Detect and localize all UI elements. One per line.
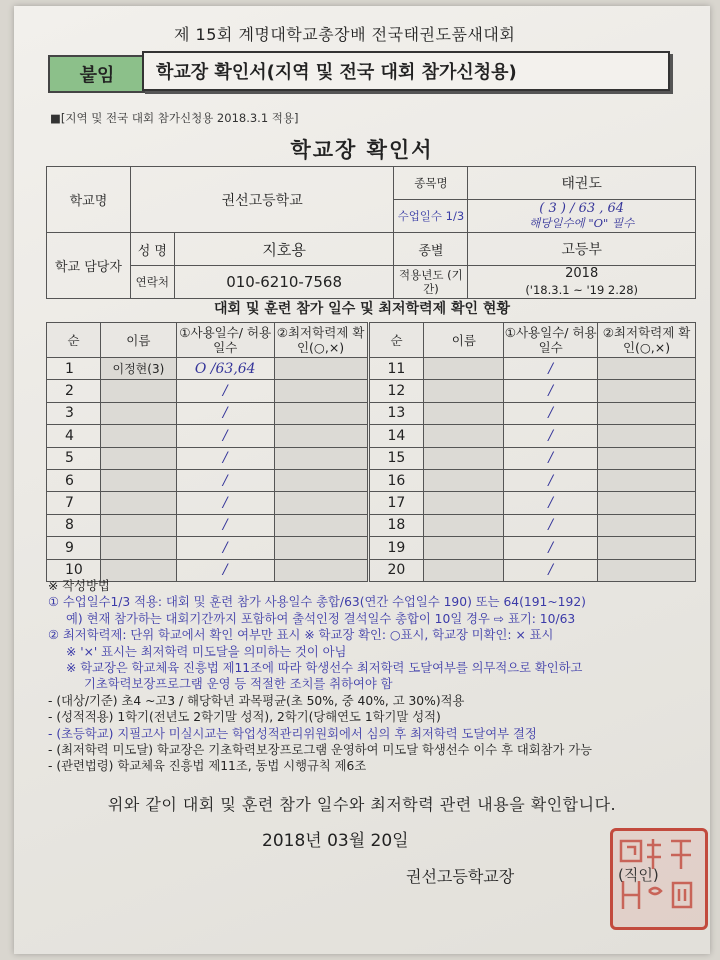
instruction-text: ① 수업일수1/3 적용: 대회 및 훈련 참가 사용일수 총합/63(연간 수업일수 190) 또는 64(191~192)	[48, 595, 586, 610]
phone-label: 연락처	[130, 266, 174, 299]
roster-name-cell	[100, 402, 176, 424]
phone-value: 010-6210-7568	[174, 266, 394, 299]
table-row	[47, 447, 696, 469]
event-label: 종목명	[394, 167, 468, 200]
instruction-text: - (관련법령) 학교체육 진흥법 제11조, 동법 시행규칙 제6조	[48, 759, 367, 774]
confirmation-statement: 위와 같이 대회 및 훈련 참가 일수와 최저학력 관련 내용을 확인합니다.	[107, 795, 617, 814]
header-no: 순	[368, 323, 424, 358]
contact-person-label: 학교 담당자	[47, 233, 131, 299]
roster-days-cell: /	[176, 514, 274, 536]
roster-no-cell: 2	[47, 380, 101, 402]
table-row	[47, 469, 696, 491]
event-value: 태권도	[468, 167, 696, 200]
roster-name-cell	[424, 447, 504, 469]
roster-no-cell: 4	[47, 425, 101, 447]
table-row	[47, 380, 696, 402]
category-label: 종별	[394, 233, 468, 266]
roster-academic-cell	[598, 380, 696, 402]
roster-academic-cell	[598, 537, 696, 559]
school-name-label: 학교명	[47, 167, 131, 233]
instruction-text: ※ 학교장은 학교체육 진흥법 제11조에 따라 학생선수 최저학력 도달여부를 의무적으로 확인하고	[66, 661, 583, 676]
attachment-badge: 붙임	[48, 55, 146, 93]
roster-no-cell: 9	[47, 537, 101, 559]
category-value: 고등부	[468, 233, 696, 266]
instruction-text: - (성적적용) 1학기(전년도 2학기말 성적), 2학기(당해연도 1학기말 성적)	[48, 710, 441, 725]
roster-days-cell: /	[176, 425, 274, 447]
roster-academic-cell	[598, 469, 696, 491]
period-value: ('18.3.1 ~ '19 2.28)	[525, 283, 639, 297]
roster-academic-cell	[598, 514, 696, 536]
table-row	[47, 514, 696, 536]
roster-name-cell	[424, 358, 504, 380]
roster-name-cell	[424, 492, 504, 514]
roster-no-cell: 19	[368, 537, 424, 559]
instruction-text: ② 최저학력제: 단위 학교에서 확인 여부만 표시 ※ 학교장 확인: ○표시, 학교장 미확인: × 표시	[48, 628, 554, 643]
roster-no-cell: 3	[47, 402, 101, 424]
roster-no-cell: 18	[368, 514, 424, 536]
header-academic: ②최저학력제 확인(○,×)	[274, 323, 368, 358]
school-info-table	[46, 166, 696, 299]
roster-days-cell: /	[176, 402, 274, 424]
roster-academic-cell	[274, 537, 368, 559]
roster-name-cell	[100, 447, 176, 469]
writing-instructions	[48, 578, 698, 775]
instruction-text: - (대상/기준) 초4 ~고3 / 해당학년 과목평균(초 50%, 중 40%, 고 30%)적용	[48, 693, 465, 708]
header-name: 이름	[424, 323, 504, 358]
table-row	[47, 402, 696, 424]
instructions-heading: ※ 작성방법	[48, 579, 110, 593]
applicability-note: ■[지역 및 전국 대회 참가신청용 2018.3.1 적용]	[50, 111, 299, 125]
class-days-label: 수업일수 1/3	[394, 200, 468, 233]
roster-name-cell	[100, 537, 176, 559]
header-days: ①사용일수/ 허용일수	[504, 323, 598, 358]
roster-days-cell: /	[176, 380, 274, 402]
table-row	[47, 537, 696, 559]
name-label: 성 명	[130, 233, 174, 266]
roster-no-cell: 20	[368, 559, 424, 581]
table-row	[47, 425, 696, 447]
roster-academic-cell	[274, 447, 368, 469]
roster-no-cell: 12	[368, 380, 424, 402]
roster-days-cell: /	[504, 492, 598, 514]
roster-no-cell: 7	[47, 492, 101, 514]
roster-name-cell	[100, 492, 176, 514]
roster-academic-cell	[598, 402, 696, 424]
document-page	[14, 6, 710, 954]
roster-name-cell	[424, 514, 504, 536]
class-days-note: 해당일수에 "O" 필수	[529, 216, 635, 230]
roster-no-cell: 5	[47, 447, 101, 469]
roster-days-cell: /	[504, 425, 598, 447]
roster-academic-cell	[274, 492, 368, 514]
table-row	[47, 358, 696, 380]
header-name: 이름	[100, 323, 176, 358]
roster-academic-cell	[274, 514, 368, 536]
roster-no-cell: 13	[368, 402, 424, 424]
roster-academic-cell	[598, 358, 696, 380]
name-value: 지호용	[174, 233, 394, 266]
roster-name-cell	[424, 380, 504, 402]
roster-name-cell	[100, 469, 176, 491]
roster-no-cell: 6	[47, 469, 101, 491]
instruction-text: - (초등학교) 지필고사 미실시교는 학업성적관리위원회에서 심의 후 최저학력 도달여부 결정	[48, 726, 537, 741]
roster-days-cell: /	[504, 380, 598, 402]
roster-days-cell: /	[504, 358, 598, 380]
roster-no-cell: 17	[368, 492, 424, 514]
roster-no-cell: 8	[47, 514, 101, 536]
roster-days-cell: /	[504, 559, 598, 581]
event-title: 제 15회 계명대학교총장배 전국태권도품새대회	[174, 25, 516, 44]
roster-no-cell: 16	[368, 469, 424, 491]
roster-days-cell: /	[504, 447, 598, 469]
roster-name-cell	[424, 402, 504, 424]
issue-date: 2018년 03월 20일	[262, 831, 409, 851]
roster-days-cell: /	[176, 447, 274, 469]
header-days: ①사용일수/ 허용일수	[176, 323, 274, 358]
roster-days-cell: /	[176, 492, 274, 514]
year-value: 2018	[565, 266, 599, 281]
roster-name-cell	[424, 469, 504, 491]
roster-academic-cell	[598, 447, 696, 469]
roster-academic-cell	[274, 358, 368, 380]
roster-no-cell: 14	[368, 425, 424, 447]
roster-days-cell: /	[504, 514, 598, 536]
roster-name-cell	[424, 537, 504, 559]
instruction-text: ※ '×' 표시는 최저학력 미도달을 의미하는 것이 아님	[66, 644, 347, 659]
document-title: 학교장 확인서	[290, 138, 434, 162]
school-name-value: 권선고등학교	[130, 167, 394, 233]
roster-academic-cell	[274, 469, 368, 491]
header-academic: ②최저학력제 확인(○,×)	[598, 323, 696, 358]
header-no: 순	[47, 323, 101, 358]
roster-no-cell: 11	[368, 358, 424, 380]
seal-label: (직인)	[618, 866, 659, 884]
roster-name-cell: 이정현(3)	[100, 358, 176, 380]
roster-days-cell: /	[176, 559, 274, 581]
roster-name-cell	[100, 514, 176, 536]
roster-academic-cell	[274, 402, 368, 424]
roster-days-cell: /	[176, 469, 274, 491]
roster-days-cell: /	[504, 469, 598, 491]
roster-days-cell: /	[504, 402, 598, 424]
roster-no-cell: 1	[47, 358, 101, 380]
roster-no-cell: 10	[47, 559, 101, 581]
roster-academic-cell	[598, 425, 696, 447]
instruction-text: 기초학력보장프로그램 운영 등 적절한 조치를 취하여야 함	[84, 677, 393, 692]
roster-name-cell	[424, 425, 504, 447]
roster-days-cell: /	[504, 537, 598, 559]
roster-academic-cell	[274, 425, 368, 447]
instruction-text: 예) 현재 참가하는 대회기간까지 포함하여 출석인정 결석일수 총합이 10일 경우 ⇨ 표기: 10/63	[66, 611, 576, 626]
roster-days-cell: /	[176, 537, 274, 559]
roster-no-cell: 15	[368, 447, 424, 469]
roster-days-cell: O /63,64	[176, 358, 274, 380]
roster-name-cell	[100, 425, 176, 447]
roster-academic-cell	[598, 492, 696, 514]
roster-academic-cell	[274, 380, 368, 402]
year-label: 적용년도 (기간)	[394, 266, 468, 299]
document-heading: 학교장 확인서(지역 및 전국 대회 참가신청용)	[142, 51, 670, 91]
roster-table	[46, 322, 696, 582]
table-row	[47, 492, 696, 514]
class-days-value: ( 3 ) / 63 , 64	[539, 201, 625, 216]
instruction-text: - (최저학력 미도달) 학교장은 기초학력보장프로그램 운영하여 미도달 학생선수 이수 후 대회참가 가능	[48, 743, 593, 758]
status-title: 대회 및 훈련 참가 일수 및 최저학력제 확인 현황	[214, 301, 510, 317]
principal-title: 권선고등학교장	[406, 867, 515, 886]
roster-name-cell	[100, 380, 176, 402]
